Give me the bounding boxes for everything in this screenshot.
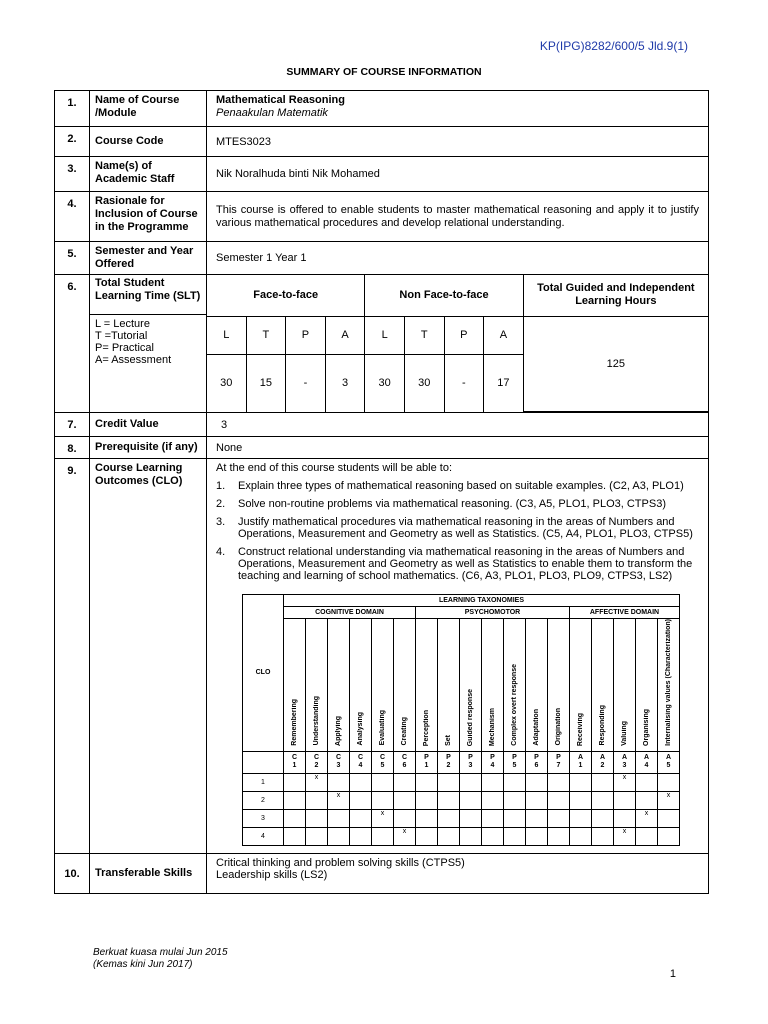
taxonomy-mark: x — [306, 773, 328, 791]
taxonomy-cell — [460, 791, 482, 809]
slt-letter: T — [404, 316, 444, 354]
taxonomy-column-header: Applying — [328, 619, 350, 752]
taxonomy-cell — [416, 827, 438, 845]
row-slt — [55, 275, 709, 413]
taxonomy-cell — [350, 827, 372, 845]
transferable-skill: Leadership skills (LS2) — [216, 869, 328, 881]
taxonomy-mark: x — [614, 827, 636, 845]
taxonomy-cell — [592, 809, 614, 827]
taxonomy-cell — [526, 773, 548, 791]
academic-staff: Nik Noralhuda binti Nik Mohamed — [207, 157, 709, 192]
legend-practical: P= Practical — [95, 342, 154, 354]
taxonomy-cell — [284, 827, 306, 845]
row-number: 10. — [55, 854, 90, 894]
slt-value: - — [444, 354, 484, 412]
taxonomy-cell — [460, 809, 482, 827]
taxonomy-cell — [372, 827, 394, 845]
taxonomy-column-header: Origination — [548, 619, 570, 752]
row-academic-staff — [55, 157, 709, 192]
taxonomy-cell — [636, 791, 658, 809]
taxonomy-row — [243, 791, 680, 809]
taxonomy-cell — [548, 827, 570, 845]
page-number: 1 — [669, 968, 676, 980]
slt-value: 30 — [365, 354, 405, 412]
slt-letter: T — [246, 316, 286, 354]
clo-item: 2. Solve non-routine problems via mathematical reasoning. (C3, A5, PLO1, PLO3, CTPS3) — [216, 498, 666, 510]
taxonomy-cell — [438, 773, 460, 791]
taxonomy-code: P 4 — [482, 751, 504, 773]
taxonomy-code: C 6 — [394, 751, 416, 773]
legend-lecture: L = Lecture — [95, 318, 150, 330]
row-number: 8. — [55, 437, 90, 459]
row-number: 5. — [55, 242, 90, 275]
taxonomy-cell — [570, 773, 592, 791]
row-number: 9. — [55, 459, 90, 854]
taxonomy-column-header: Receiving — [570, 619, 592, 752]
taxonomy-cell — [328, 809, 350, 827]
taxonomy-code: A 4 — [636, 751, 658, 773]
taxonomy-row-clo: 1 — [243, 773, 284, 791]
taxonomy-code: P 1 — [416, 751, 438, 773]
row-transferable-skills — [55, 854, 709, 894]
taxonomy-code: A 3 — [614, 751, 636, 773]
taxonomy-cell — [504, 809, 526, 827]
taxonomy-cell — [570, 827, 592, 845]
taxonomy-row-clo: 4 — [243, 827, 284, 845]
slt-value: 30 — [404, 354, 444, 412]
taxonomy-code: C 2 — [306, 751, 328, 773]
taxonomy-cell — [636, 773, 658, 791]
taxonomy-cell — [592, 773, 614, 791]
taxonomy-code: A 1 — [570, 751, 592, 773]
slt-letter: P — [286, 316, 326, 354]
taxonomy-cell — [526, 827, 548, 845]
row-label: Total Student Learning Time (SLT) — [90, 275, 206, 315]
taxonomy-cell — [394, 791, 416, 809]
taxonomy-column-header: Remembering — [284, 619, 306, 752]
taxonomy-cell — [350, 791, 372, 809]
credit-value: 3 — [207, 413, 709, 437]
footer-effective-date: Berkuat kuasa mulai Jun 2015 — [93, 947, 228, 958]
taxonomy-cell — [438, 827, 460, 845]
row-number: 7. — [55, 413, 90, 437]
slt-table — [207, 275, 708, 412]
slt-letter: P — [444, 316, 484, 354]
course-code: MTES3023 — [207, 127, 709, 157]
taxonomy-cell — [438, 809, 460, 827]
taxonomy-cell — [614, 791, 636, 809]
taxonomy-cell — [350, 809, 372, 827]
row-label: Name of Course /Module — [90, 91, 207, 127]
taxonomy-column-header: Analysing — [350, 619, 372, 752]
course-name: Mathematical Reasoning — [216, 94, 345, 106]
total-guided-hours: 125 — [523, 316, 708, 412]
row-rationale — [55, 192, 709, 242]
taxonomy-cell — [548, 791, 570, 809]
taxonomy-column-header: Understanding — [306, 619, 328, 752]
document-reference: KP(IPG)8282/600/5 Jld.9(1) — [539, 39, 688, 53]
row-number: 3. — [55, 157, 90, 192]
taxonomy-cell — [372, 791, 394, 809]
taxonomy-title: LEARNING TAXONOMIES — [284, 595, 680, 607]
slt-letter: L — [365, 316, 405, 354]
taxonomy-cell — [504, 773, 526, 791]
taxonomy-column-header: Perception — [416, 619, 438, 752]
taxonomy-cell — [372, 773, 394, 791]
slt-letter: L — [207, 316, 246, 354]
clo-intro: At the end of this course students will be able to: — [216, 462, 453, 474]
taxonomy-mark: x — [372, 809, 394, 827]
row-course-code — [55, 127, 709, 157]
taxonomy-code: A 5 — [658, 751, 680, 773]
taxonomy-column-header: Complex overt response — [504, 619, 526, 752]
taxonomy-cell — [482, 791, 504, 809]
row-label: Prerequisite (if any) — [90, 437, 207, 459]
row-number: 6. — [55, 275, 90, 413]
taxonomy-cell — [438, 791, 460, 809]
footer-note — [93, 947, 228, 971]
taxonomy-cell — [526, 791, 548, 809]
taxonomy-cell — [636, 827, 658, 845]
taxonomy-cell — [482, 809, 504, 827]
row-semester — [55, 242, 709, 275]
taxonomy-cell — [658, 773, 680, 791]
taxonomy-code: C 5 — [372, 751, 394, 773]
document-title: SUMMARY OF COURSE INFORMATION — [286, 66, 482, 78]
row-number: 1. — [55, 91, 90, 127]
taxonomy-cell — [460, 773, 482, 791]
row-number: 2. — [55, 127, 90, 157]
taxonomy-mark: x — [614, 773, 636, 791]
taxonomy-mark: x — [328, 791, 350, 809]
taxonomy-row-clo: 3 — [243, 809, 284, 827]
taxonomy-mark: x — [636, 809, 658, 827]
taxonomy-cell — [592, 827, 614, 845]
row-label: Name(s) of Academic Staff — [90, 157, 207, 192]
taxonomy-code: P 6 — [526, 751, 548, 773]
taxonomy-cell — [416, 773, 438, 791]
row-label: Course Learning Outcomes (CLO) — [90, 459, 207, 854]
taxonomy-column-header: Valuing — [614, 619, 636, 752]
taxonomy-cell — [482, 827, 504, 845]
taxonomy-cell — [460, 827, 482, 845]
taxonomy-column-header: Adaptation — [526, 619, 548, 752]
taxonomy-row — [243, 827, 680, 845]
learning-taxonomy-table — [242, 594, 680, 846]
taxonomy-code: C 1 — [284, 751, 306, 773]
taxonomy-cell — [482, 773, 504, 791]
slt-letter: A — [325, 316, 365, 354]
taxonomy-code: A 2 — [592, 751, 614, 773]
affective-domain-header: AFFECTIVE DOMAIN — [570, 607, 680, 619]
row-label: Credit Value — [90, 413, 207, 437]
taxonomy-cell — [284, 773, 306, 791]
footer-update-date: (Kemas kini Jun 2017) — [93, 959, 193, 970]
taxonomy-cell — [306, 827, 328, 845]
taxonomy-cell — [284, 791, 306, 809]
course-info-table — [54, 90, 709, 894]
taxonomy-column-header: Guided response — [460, 619, 482, 752]
clo-list — [216, 480, 704, 582]
semester-value: Semester 1 Year 1 — [207, 242, 709, 275]
taxonomy-mark: x — [394, 827, 416, 845]
taxonomy-cell — [548, 809, 570, 827]
taxonomy-code: P 5 — [504, 751, 526, 773]
non-face-to-face-header: Non Face-to-face — [365, 275, 523, 316]
row-prerequisite — [55, 437, 709, 459]
taxonomy-cell — [306, 809, 328, 827]
row-clo — [55, 459, 709, 854]
row-credit — [55, 413, 709, 437]
taxonomy-cell — [504, 791, 526, 809]
taxonomy-cell — [526, 809, 548, 827]
prerequisite-value: None — [207, 437, 709, 459]
row-label: Transferable Skills — [90, 854, 207, 894]
taxonomy-mark: x — [658, 791, 680, 809]
taxonomy-code: P 2 — [438, 751, 460, 773]
taxonomy-code: P 3 — [460, 751, 482, 773]
legend-tutorial: T =Tutorial — [95, 330, 148, 342]
slt-legend — [90, 315, 206, 369]
taxonomy-cell — [328, 773, 350, 791]
clo-item: 3. Justify mathematical procedures via mathematical reasoning in the areas of Numbers and Operations, Measurement and Geometry as well as Statistics. (C5, A4, PLO1, PLO3, CTPS5) — [216, 516, 693, 540]
taxonomy-row-clo: 2 — [243, 791, 284, 809]
psychomotor-header: PSYCHOMOTOR — [416, 607, 570, 619]
taxonomy-column-header: Organising — [636, 619, 658, 752]
guided-hours-header: Total Guided and Independent Learning Hours — [523, 275, 708, 316]
cognitive-domain-header: COGNITIVE DOMAIN — [284, 607, 416, 619]
row-label: Rasionale for Inclusion of Course in the Programme — [90, 192, 207, 242]
taxonomy-cell — [570, 809, 592, 827]
rationale-text: This course is offered to enable students to master mathematical reasoning and apply it to justify various mathematical procedures and develop relational understanding. — [207, 192, 709, 242]
clo-item: 4. Construct relational understanding via mathematical reasoning in the areas of Numbers and Operations, Measurement and Geometry as well as Statistics to enable them to transform the teaching and learning of school mathematics. (C6, A3, PLO1, PLO3, PLO9, CTPS3, LS2) — [216, 546, 693, 582]
taxonomy-cell — [394, 773, 416, 791]
taxonomy-cell — [350, 773, 372, 791]
taxonomy-cell — [416, 809, 438, 827]
taxonomy-code: C 3 — [328, 751, 350, 773]
slt-letter: A — [484, 316, 524, 354]
face-to-face-header: Face-to-face — [207, 275, 365, 316]
taxonomy-column-header: Set — [438, 619, 460, 752]
transferable-skill: Critical thinking and problem solving skills (CTPS5) — [216, 857, 465, 869]
clo-item: 1. Explain three types of mathematical reasoning based on suitable examples. (C2, A3, PLO1) — [216, 480, 684, 492]
taxonomy-column-header: Creating — [394, 619, 416, 752]
taxonomy-cell — [592, 791, 614, 809]
taxonomy-cell — [548, 773, 570, 791]
course-name-malay: Penaakulan Matematik — [216, 107, 328, 119]
taxonomy-cell — [328, 827, 350, 845]
taxonomy-code: C 4 — [350, 751, 372, 773]
taxonomy-code: P 7 — [548, 751, 570, 773]
taxonomy-cell — [416, 791, 438, 809]
taxonomy-cell — [570, 791, 592, 809]
taxonomy-cell — [284, 809, 306, 827]
taxonomy-cell — [614, 809, 636, 827]
taxonomy-column-header: Mechanism — [482, 619, 504, 752]
clo-column-header: CLO — [243, 595, 284, 752]
row-course-name — [55, 91, 709, 127]
row-number: 4. — [55, 192, 90, 242]
taxonomy-cell — [658, 809, 680, 827]
taxonomy-row — [243, 809, 680, 827]
taxonomy-column-header: Evaluating — [372, 619, 394, 752]
slt-value: 3 — [325, 354, 365, 412]
taxonomy-cell — [394, 809, 416, 827]
taxonomy-cell — [504, 827, 526, 845]
row-label: Semester and Year Offered — [90, 242, 207, 275]
slt-value: 30 — [207, 354, 246, 412]
slt-value: 15 — [246, 354, 286, 412]
taxonomy-cell — [658, 827, 680, 845]
taxonomy-cell — [306, 791, 328, 809]
legend-assessment: A= Assessment — [95, 354, 172, 366]
taxonomy-column-header: Responding — [592, 619, 614, 752]
slt-value: - — [286, 354, 326, 412]
taxonomy-row — [243, 773, 680, 791]
slt-value: 17 — [484, 354, 524, 412]
taxonomy-column-header: Internalising values (Characterization) — [658, 619, 680, 752]
row-label: Course Code — [90, 127, 207, 157]
